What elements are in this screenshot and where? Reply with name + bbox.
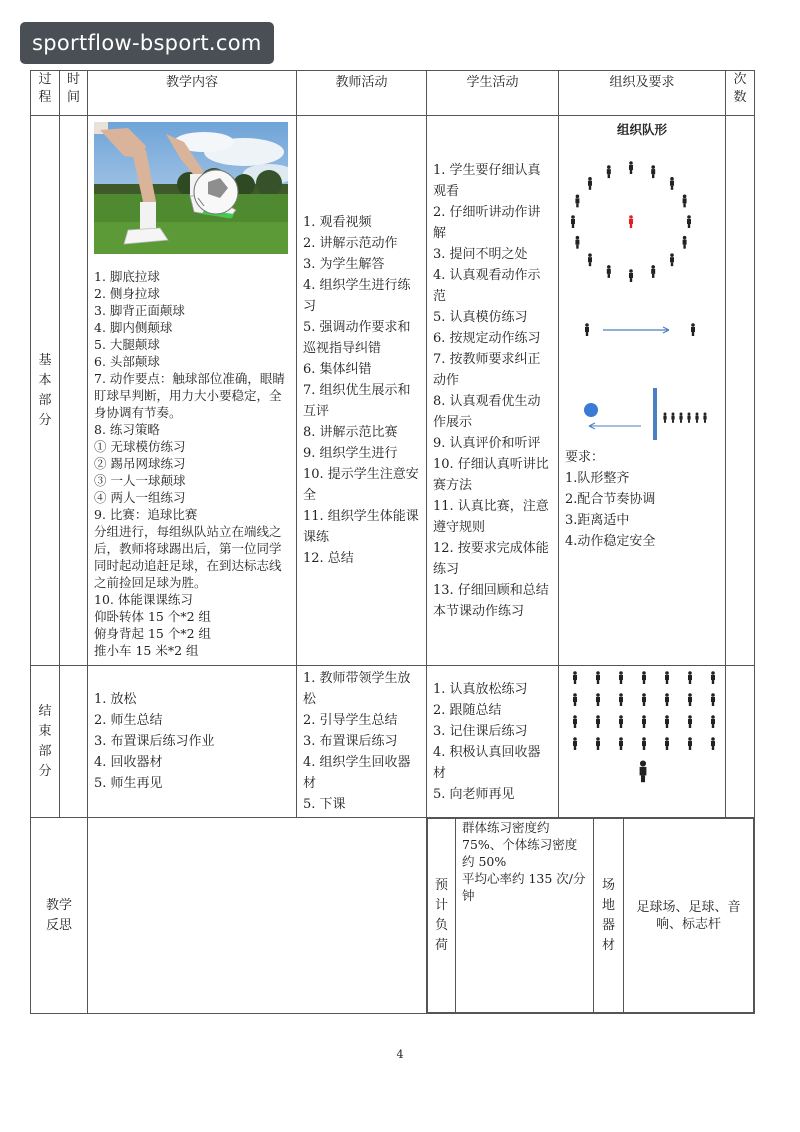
- content-item: 1. 脚底拉球: [94, 269, 160, 284]
- header-time: 时间: [60, 71, 88, 116]
- student-figure: [703, 413, 706, 423]
- student-figure: [688, 715, 692, 728]
- student-figure: [571, 215, 575, 228]
- student-figure: [575, 195, 579, 208]
- basic-content-cell: [88, 116, 297, 666]
- teacher-item: 1. 观看视频: [303, 215, 372, 230]
- teacher-item: 7. 组织优生展示和互评: [303, 383, 411, 419]
- student-figure: [665, 671, 669, 684]
- student-figure: [596, 671, 600, 684]
- student-figure: [619, 671, 623, 684]
- student-item: 2. 仔细听讲动作讲解: [433, 204, 541, 241]
- student-figure: [573, 671, 577, 684]
- student-figure: [607, 165, 611, 178]
- teacher-item: 6. 集体纠错: [303, 362, 372, 377]
- load-venue-cell: [427, 818, 755, 1014]
- student-figure: [711, 693, 715, 706]
- header-organization: 组织及要求: [559, 71, 726, 116]
- student-item: 3. 记住课后练习: [433, 723, 528, 739]
- student-figure: [670, 177, 674, 190]
- teacher-item: 2. 讲解示范动作: [303, 236, 398, 251]
- requirements-block: [565, 447, 719, 552]
- header-content: 教学内容: [88, 71, 297, 116]
- teacher-item: 4. 组织学生进行练习: [303, 278, 411, 314]
- content-item: 推小车 15 米*2 组: [94, 643, 199, 658]
- ending-time-cell: [60, 666, 88, 818]
- student-item: 1. 认真放松练习: [433, 681, 528, 697]
- content-item: 分组进行，每组纵队站立在端线之后，教师将球踢出后，第一位同学同时起动追赶足球，在到达标志线之前捡回足球为胜。: [94, 524, 282, 590]
- ending-organization-cell: [559, 666, 726, 818]
- watermark-badge: sportflow-bsport.com: [20, 22, 274, 64]
- student-figure: [588, 177, 592, 190]
- content-item: 7. 动作要点：触球部位准确，眼睛盯球早判断，用力大小要稳定，全身协调有节奏。: [94, 371, 285, 420]
- teacher-item: 9. 组织学生进行: [303, 446, 398, 461]
- student-figure: [691, 323, 695, 336]
- page-number: 4: [396, 1048, 404, 1061]
- student-item: 13. 仔细回顾和总结本节课动作练习: [433, 582, 549, 619]
- header-process: 过程: [31, 71, 60, 116]
- student-figure: [573, 715, 577, 728]
- soccer-practice-photo: [94, 122, 288, 254]
- student-figure: [663, 413, 666, 423]
- student-figure: [687, 413, 690, 423]
- requirement-item: 4.动作稳定安全: [565, 534, 656, 549]
- ending-formation-diagram: [563, 668, 721, 788]
- student-figure: [683, 195, 687, 208]
- student-item: 4. 积极认真回收器材: [433, 744, 541, 781]
- student-item: 8. 认真观看优生动作展示: [433, 393, 541, 430]
- student-figure: [670, 253, 674, 266]
- teacher-item: 8. 讲解示范比赛: [303, 425, 398, 440]
- student-item: 7. 按教师要求纠正动作: [433, 351, 541, 388]
- load-label: 预计负荷: [428, 819, 456, 1013]
- header-student: 学生活动: [427, 71, 559, 116]
- student-figure: [651, 265, 655, 278]
- header-row: [31, 71, 755, 116]
- teacher-item: 5. 下课: [303, 797, 346, 812]
- ending-teacher-cell: [297, 666, 427, 818]
- student-figure: [665, 693, 669, 706]
- student-figure: [642, 693, 646, 706]
- student-figure: [665, 737, 669, 750]
- student-figure: [665, 715, 669, 728]
- student-figure: [619, 715, 623, 728]
- student-figure: [671, 413, 674, 423]
- requirement-item: 3.距离适中: [565, 513, 630, 528]
- student-figure: [695, 413, 698, 423]
- basic-part-label: 基本部分: [31, 116, 60, 666]
- student-figure: [596, 715, 600, 728]
- content-item: 3. 布置课后练习作业: [94, 734, 215, 749]
- content-item: 3. 脚背正面颠球: [94, 303, 185, 318]
- content-item: 9. 比赛：追球比赛: [94, 507, 198, 522]
- basic-part-row: [31, 116, 755, 666]
- basic-teacher-cell: [297, 116, 427, 666]
- teacher-figure: [640, 760, 647, 782]
- student-item: 11. 认真比赛，注意遵守规则: [433, 498, 549, 535]
- ending-count-cell: [726, 666, 755, 818]
- content-item: 2. 侧身拉球: [94, 286, 160, 301]
- teacher-item: 3. 布置课后练习: [303, 734, 398, 749]
- teacher-item: 11. 组织学生体能课课练: [303, 509, 419, 545]
- student-item: 5. 认真模仿练习: [433, 309, 528, 325]
- teacher-item: 12. 总结: [303, 551, 354, 566]
- chase-arrow: [589, 423, 641, 429]
- student-figure: [588, 253, 592, 266]
- load-heart-rate: 平均心率约 135 次/分钟: [462, 871, 586, 903]
- student-figure: [711, 715, 715, 728]
- student-figure: [679, 413, 682, 423]
- ending-part-label: 结束部分: [31, 666, 60, 818]
- requirement-item: 1.队形整齐: [565, 471, 630, 486]
- student-item: 2. 跟随总结: [433, 702, 502, 718]
- student-figure: [573, 693, 577, 706]
- requirement-item: 2.配合节奏协调: [565, 492, 656, 507]
- content-item: 8. 练习策略: [94, 422, 160, 437]
- strategy-item: ④ 两人一组练习: [94, 490, 186, 505]
- strategy-item: ① 无球模仿练习: [94, 439, 186, 454]
- student-figure: [688, 737, 692, 750]
- load-text: [456, 819, 594, 1013]
- student-figure: [575, 236, 579, 249]
- content-item: 5. 师生再见: [94, 776, 163, 791]
- content-item: 仰卧转体 15 个*2 组: [94, 609, 212, 624]
- strategy-item: ② 踢吊网球练习: [94, 456, 186, 471]
- student-figure: [629, 269, 633, 282]
- student-figure: [596, 693, 600, 706]
- student-item: 10. 仔细认真听讲比赛方法: [433, 456, 549, 493]
- teacher-item: 4. 组织学生回收器材: [303, 755, 411, 791]
- student-figure: [642, 715, 646, 728]
- venue-label: 场地器材: [594, 819, 624, 1013]
- header-teacher: 教师活动: [297, 71, 427, 116]
- load-density: 群体练习密度约75%、个体练习密度约 50%: [462, 820, 578, 869]
- formation-diagram: [565, 140, 720, 440]
- marker-line: [653, 388, 657, 440]
- teacher-item: 1. 教师带领学生放松: [303, 671, 411, 707]
- content-item: 10. 体能课课练习: [94, 592, 193, 607]
- teacher-item: 3. 为学生解答: [303, 257, 385, 272]
- student-figure: [573, 737, 577, 750]
- teacher-item: 5. 强调动作要求和巡视指导纠错: [303, 320, 411, 356]
- student-figure: [711, 737, 715, 750]
- ending-part-row: [31, 666, 755, 818]
- student-figure: [619, 737, 623, 750]
- reflection-label: 教学反思: [31, 818, 88, 1014]
- content-item: 5. 大腿颠球: [94, 337, 160, 352]
- formation-title: 组织队形: [616, 122, 667, 137]
- student-item: 12. 按要求完成体能练习: [433, 540, 549, 577]
- teacher-item: 10. 提示学生注意安全: [303, 467, 419, 503]
- reflection-cell: [88, 818, 427, 1014]
- student-figure: [687, 215, 691, 228]
- teacher-figure: [629, 215, 633, 228]
- content-item: 俯身背起 15 个*2 组: [94, 626, 212, 641]
- requirements-title: 要求：: [565, 450, 605, 465]
- reflection-row: [31, 818, 755, 1014]
- student-figure: [688, 693, 692, 706]
- student-figure: [642, 671, 646, 684]
- basic-time-cell: [60, 116, 88, 666]
- student-item: 1. 学生要仔细认真观看: [433, 162, 541, 199]
- student-figure: [629, 161, 633, 174]
- venue-text: 足球场、足球、音响、标志杆: [624, 819, 754, 1013]
- student-item: 9. 认真评价和听评: [433, 435, 541, 451]
- teacher-item: 2. 引导学生总结: [303, 713, 398, 728]
- student-figure: [711, 671, 715, 684]
- student-figure: [683, 236, 687, 249]
- content-item: 6. 头部颠球: [94, 354, 160, 369]
- ending-student-cell: [427, 666, 559, 818]
- ball-marker: [584, 403, 598, 417]
- student-item: 4. 认真观看动作示范: [433, 267, 541, 304]
- content-item: 4. 脚内侧颠球: [94, 320, 173, 335]
- basic-organization-cell: [559, 116, 726, 666]
- student-item: 6. 按规定动作练习: [433, 330, 541, 346]
- lesson-plan-table: [30, 70, 755, 1014]
- student-figure: [619, 693, 623, 706]
- student-item: 3. 提问不明之处: [433, 246, 528, 262]
- basic-student-cell: [427, 116, 559, 666]
- header-count: 次数: [726, 71, 755, 116]
- student-figure: [642, 737, 646, 750]
- student-figure: [651, 165, 655, 178]
- student-figure: [585, 323, 589, 336]
- strategy-item: ③ 一人一球颠球: [94, 473, 186, 488]
- content-item: 2. 师生总结: [94, 713, 163, 728]
- student-figure: [596, 737, 600, 750]
- ending-content-cell: [88, 666, 297, 818]
- student-figure: [607, 265, 611, 278]
- content-item: 4. 回收器材: [94, 755, 163, 770]
- student-figure: [688, 671, 692, 684]
- student-item: 5. 向老师再见: [433, 786, 515, 802]
- content-item: 1. 放松: [94, 692, 137, 707]
- basic-count-cell: [726, 116, 755, 666]
